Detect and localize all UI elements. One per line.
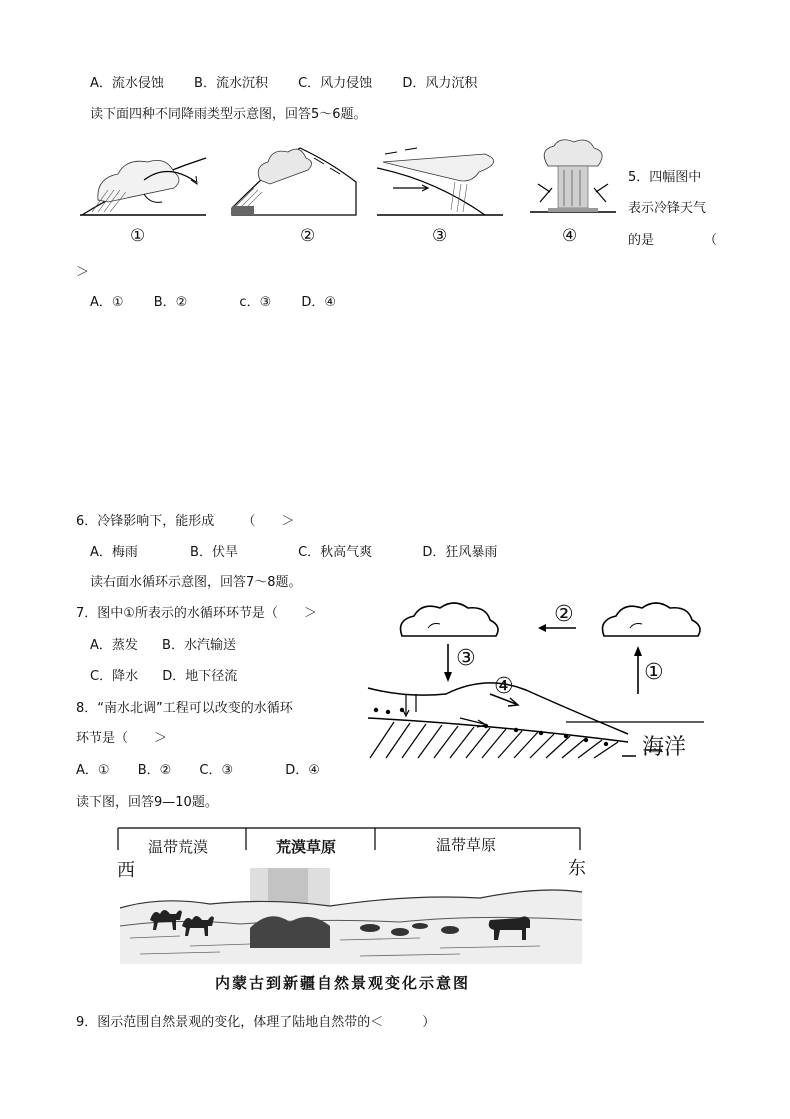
- q8-option-d: D．④: [285, 763, 320, 778]
- q7-option-a: A．蒸发: [90, 638, 138, 653]
- water-cycle-label-2: ②: [554, 602, 574, 627]
- rain-diagram-1: [78, 140, 208, 220]
- q5-paren-open: （: [704, 233, 718, 248]
- water-cycle-label-1: ①: [644, 660, 664, 685]
- intro-7-8: 读右面水循环示意图，回答7～8题。: [90, 575, 302, 590]
- zone-temperate-steppe: 温带草原: [436, 836, 497, 854]
- rain-diagram-4: [528, 138, 618, 218]
- q5-option-a: A．①: [90, 295, 124, 310]
- water-cycle-label-4: ④: [494, 674, 514, 699]
- rain-label-1: ①: [130, 226, 146, 246]
- q7-options-row1: [90, 634, 262, 653]
- q7-option-d: D．地下径流: [162, 669, 238, 684]
- q4-option-b: B．流水沉积: [194, 76, 268, 91]
- q7-option-c: C．降水: [90, 669, 139, 684]
- q5-options: [90, 291, 362, 310]
- q5-paren-close: ＞: [76, 265, 90, 280]
- zone-desert-steppe: 荒漠草原: [276, 838, 337, 856]
- q6-option-a: A．梅雨: [90, 545, 138, 560]
- landscape-illustration: [120, 868, 582, 964]
- q4-option-a: A．流水侵蚀: [90, 76, 164, 91]
- q6-option-c: C．秋高气爽: [298, 545, 373, 560]
- q9-stem: 9．图示范围自然景观的变化，体理了陆地自然带的＜ ）: [76, 1015, 436, 1030]
- rain-label-4: ④: [562, 226, 578, 246]
- q5-option-b: B．②: [153, 295, 188, 310]
- q7-stem: 7．图中①所表示的水循环环节是（ ＞: [76, 606, 317, 621]
- q8-options: [76, 759, 346, 778]
- q7-options-row2: [90, 665, 263, 684]
- rain-diagram-2: [230, 140, 360, 220]
- intro-5-6: 读下面四种不同降雨类型示意图，回答5～6题。: [90, 107, 367, 122]
- q8-stem-line1: 8．“南水北调”工程可以改变的水循环: [76, 701, 293, 716]
- q8-stem-line2: 环节是（ ＞: [76, 731, 168, 746]
- q5-line2: 表示冷锋天气: [628, 201, 707, 216]
- q6-options: [90, 541, 523, 560]
- zone-temperate-desert: 温带荒漠: [148, 838, 209, 856]
- q6-option-d: D．狂风暴雨: [422, 545, 498, 560]
- q4-option-d: D．风力沉积: [402, 76, 478, 91]
- q7-option-b: B．水汽输送: [162, 638, 236, 653]
- q5-line1: 5．四幅图中: [628, 170, 702, 185]
- q5-option-c: c．③: [239, 295, 272, 310]
- q6-option-b: B．伏旱: [190, 545, 238, 560]
- water-cycle-ocean-label: 海洋: [642, 735, 687, 760]
- landscape-caption: 内蒙古到新疆自然景观变化示意图: [215, 974, 471, 992]
- q6-paren: （ ＞: [242, 514, 295, 529]
- rain-label-3: ③: [432, 226, 448, 246]
- rain-diagram-3: [375, 140, 505, 220]
- rain-label-2: ②: [300, 226, 316, 246]
- q8-option-b: B．②: [137, 763, 172, 778]
- direction-west: 西: [117, 860, 135, 881]
- q6-stem-text: 6．冷锋影响下，能形成: [76, 514, 215, 529]
- q4-options: [90, 72, 503, 91]
- q5-option-d: D．④: [301, 295, 337, 310]
- q8-option-a: A．①: [76, 763, 110, 778]
- q6-stem: [76, 510, 294, 529]
- q8-option-c: C．③: [199, 763, 234, 778]
- intro-9-10: 读下图，回答9—10题。: [76, 795, 218, 810]
- q4-option-c: C．风力侵蚀: [298, 76, 373, 91]
- direction-east: 东: [568, 858, 586, 879]
- q5-line3: 的是: [628, 233, 655, 248]
- water-cycle-label-3: ③: [456, 646, 476, 671]
